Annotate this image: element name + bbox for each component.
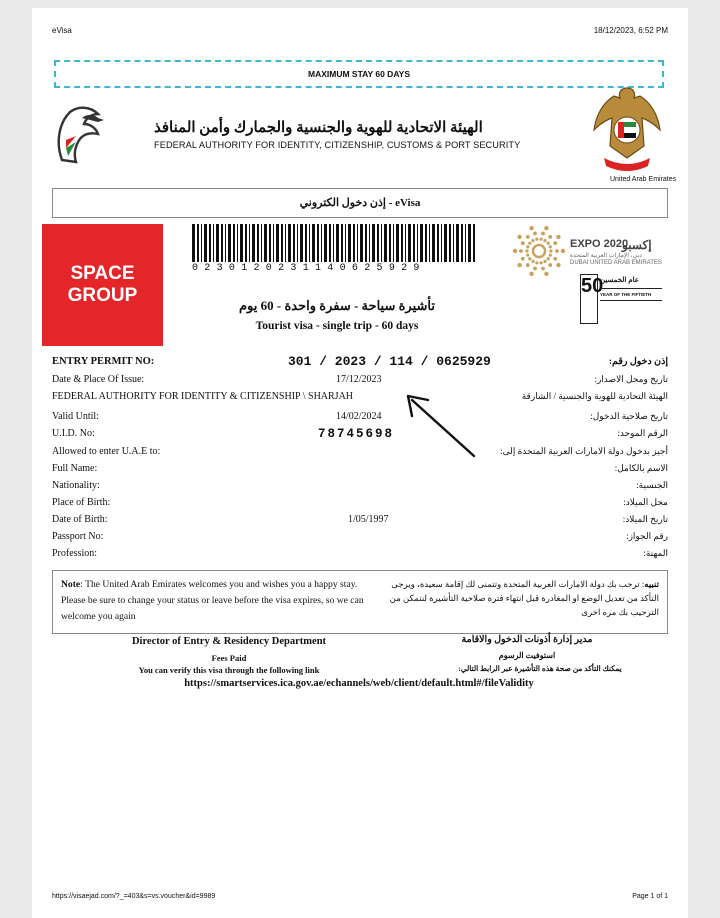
falcon-logo-icon: [52, 102, 110, 166]
arrow-annotation-icon: [402, 392, 482, 462]
note-english: [61, 577, 381, 625]
date-of-birth-label: Date of Birth:: [52, 514, 108, 525]
expo-subtitle: DUBAI UNITED ARAB EMIRATES: [570, 260, 662, 266]
passport-label-arabic: رقم الجواز:: [626, 531, 668, 541]
valid-until-value: 14/02/2024: [336, 411, 382, 422]
note-arabic: [377, 577, 659, 619]
place-of-birth-label-arabic: محل الميلاد:: [623, 497, 668, 507]
uae-caption: United Arab Emirates: [610, 176, 677, 183]
allowed-label-arabic: أجيز بدخول دولة الامارات العربية المتحدة إلى:: [500, 446, 668, 456]
visa-type-english: Tourist visa - single trip - 60 days: [255, 320, 419, 332]
print-header-datetime: 18/12/2023, 6:52 PM: [593, 26, 668, 35]
print-header-title: eVisa: [52, 26, 72, 35]
uid-value: 78745698: [318, 427, 395, 441]
verify-text-arabic: يمكنك التأكد من صحة هذه التأشيرة عبر الرابط التالي:: [458, 664, 622, 673]
entry-permit-label-arabic: إذن دخول رقم:: [608, 357, 668, 367]
authority-name-english: FEDERAL AUTHORITY FOR IDENTITY, CITIZENSHIP, CUSTOMS & PORT SECURITY: [154, 140, 521, 150]
entry-permit-number: 301 / 2023 / 114 / 0625929: [288, 354, 491, 369]
full-name-label: Full Name:: [52, 463, 98, 474]
sponsor-line-1: SPACE: [70, 263, 135, 284]
issue-date: 17/12/2023: [336, 374, 382, 385]
year-of-fifty-arabic: عام الخمسين: [600, 277, 639, 284]
fees-paid-arabic: استوفيت الرسوم: [498, 651, 556, 660]
profession-label-arabic: المهنة:: [643, 548, 668, 558]
passport-label: Passport No:: [52, 531, 104, 542]
date-of-birth-value: 1/05/1997: [348, 514, 389, 525]
note-heading-arabic: تنبيه: [644, 579, 659, 589]
print-footer-url: https://visaejad.com/?_=403&s=vs.voucher&id=9989: [52, 893, 216, 900]
year-of-fifty-numeral: 50: [580, 274, 598, 324]
place-of-birth-label: Place of Birth:: [52, 497, 111, 508]
sponsor-logo: [42, 224, 163, 346]
issue-label: Date & Place Of Issue:: [52, 374, 145, 385]
director-title: Director of Entry & Residency Department: [131, 636, 327, 647]
allowed-label: Allowed to enter U.A.E to:: [52, 446, 161, 457]
year-of-fifty-english: YEAR OF THE FIFTIETH: [600, 292, 652, 297]
verification-link[interactable]: https://smartservices.ica.gov.ae/echannels/web/client/default.html#/fileValidity: [184, 678, 534, 689]
issue-label-arabic: تاريخ ومحل الاصدار:: [594, 374, 668, 384]
uid-label: U.I.D. No:: [52, 428, 95, 439]
divider: [600, 288, 662, 289]
issuer-name-arabic: الهيئة التحادية للهوية والجنسية / الشارقة: [521, 391, 668, 401]
valid-until-label: Valid Until:: [52, 411, 99, 422]
entry-permit-label: ENTRY PERMIT NO:: [52, 356, 155, 367]
director-title-arabic: مدير إدارة أذونات الدخول والاقامة: [461, 635, 593, 645]
divider: [600, 300, 662, 301]
sponsor-line-2: GROUP: [67, 285, 138, 306]
fees-paid: Fees Paid: [211, 653, 247, 663]
profession-label: Profession:: [52, 548, 97, 559]
expo-subtitle-arabic: دبي، الإمارات العربية المتحدة: [570, 253, 642, 259]
uid-label-arabic: الرقم الموحد:: [617, 428, 668, 438]
nationality-label: Nationality:: [52, 480, 100, 491]
barcode-digits: 0230120231140625929: [192, 263, 426, 274]
max-stay-banner: MAXIMUM STAY 60 DAYS: [54, 60, 664, 88]
note-heading: Note: [61, 579, 81, 590]
nationality-label-arabic: الجنسية:: [636, 480, 668, 490]
expo-name: EXPO 2020: [570, 238, 629, 250]
expo-name-arabic: إكسبو: [622, 238, 652, 252]
document-page: [32, 8, 688, 918]
uae-emblem-icon: [590, 84, 664, 176]
issuer-name: FEDERAL AUTHORITY FOR IDENTITY & CITIZENSHIP \ SHARJAH: [52, 391, 354, 402]
verify-text: You can verify this visa through the following link: [138, 665, 320, 675]
valid-until-label-arabic: تاريخ صلاحية الدخول:: [590, 411, 668, 421]
date-of-birth-label-arabic: تاريخ الميلاد:: [622, 514, 668, 524]
full-name-label-arabic: الاسم بالكامل:: [614, 463, 668, 473]
print-footer-page: Page 1 of 1: [632, 893, 668, 900]
note-text: : The United Arab Emirates welcomes you and wishes you a happy stay. Please be sure to change your status or leave before the visa expires, so we can welcome you again: [61, 579, 364, 622]
expo-logo-icon: [510, 222, 568, 280]
note-box: [52, 570, 668, 634]
authority-name-arabic: الهيئة الاتحادية للهوية والجنسية والجمارك وأمن المنافذ: [154, 120, 483, 136]
evisa-title: إذن دخول الكتروني - eVisa: [52, 188, 668, 218]
note-text-arabic: : ترحب بك دولة الامارات العربية المتحدة وتتمنى لك إقامة سعيدة، ويرجى التأكد من تعديل الوضع او المغادرة قبل انتهاء فترة صلاحية التأشيرة لنتمكن من الترحيب بك مره اخرى: [389, 579, 659, 617]
visa-type-arabic: تأشيرة سياحة - سفرة واحدة - 60 يوم: [239, 298, 435, 313]
barcode-icon: [192, 224, 478, 262]
